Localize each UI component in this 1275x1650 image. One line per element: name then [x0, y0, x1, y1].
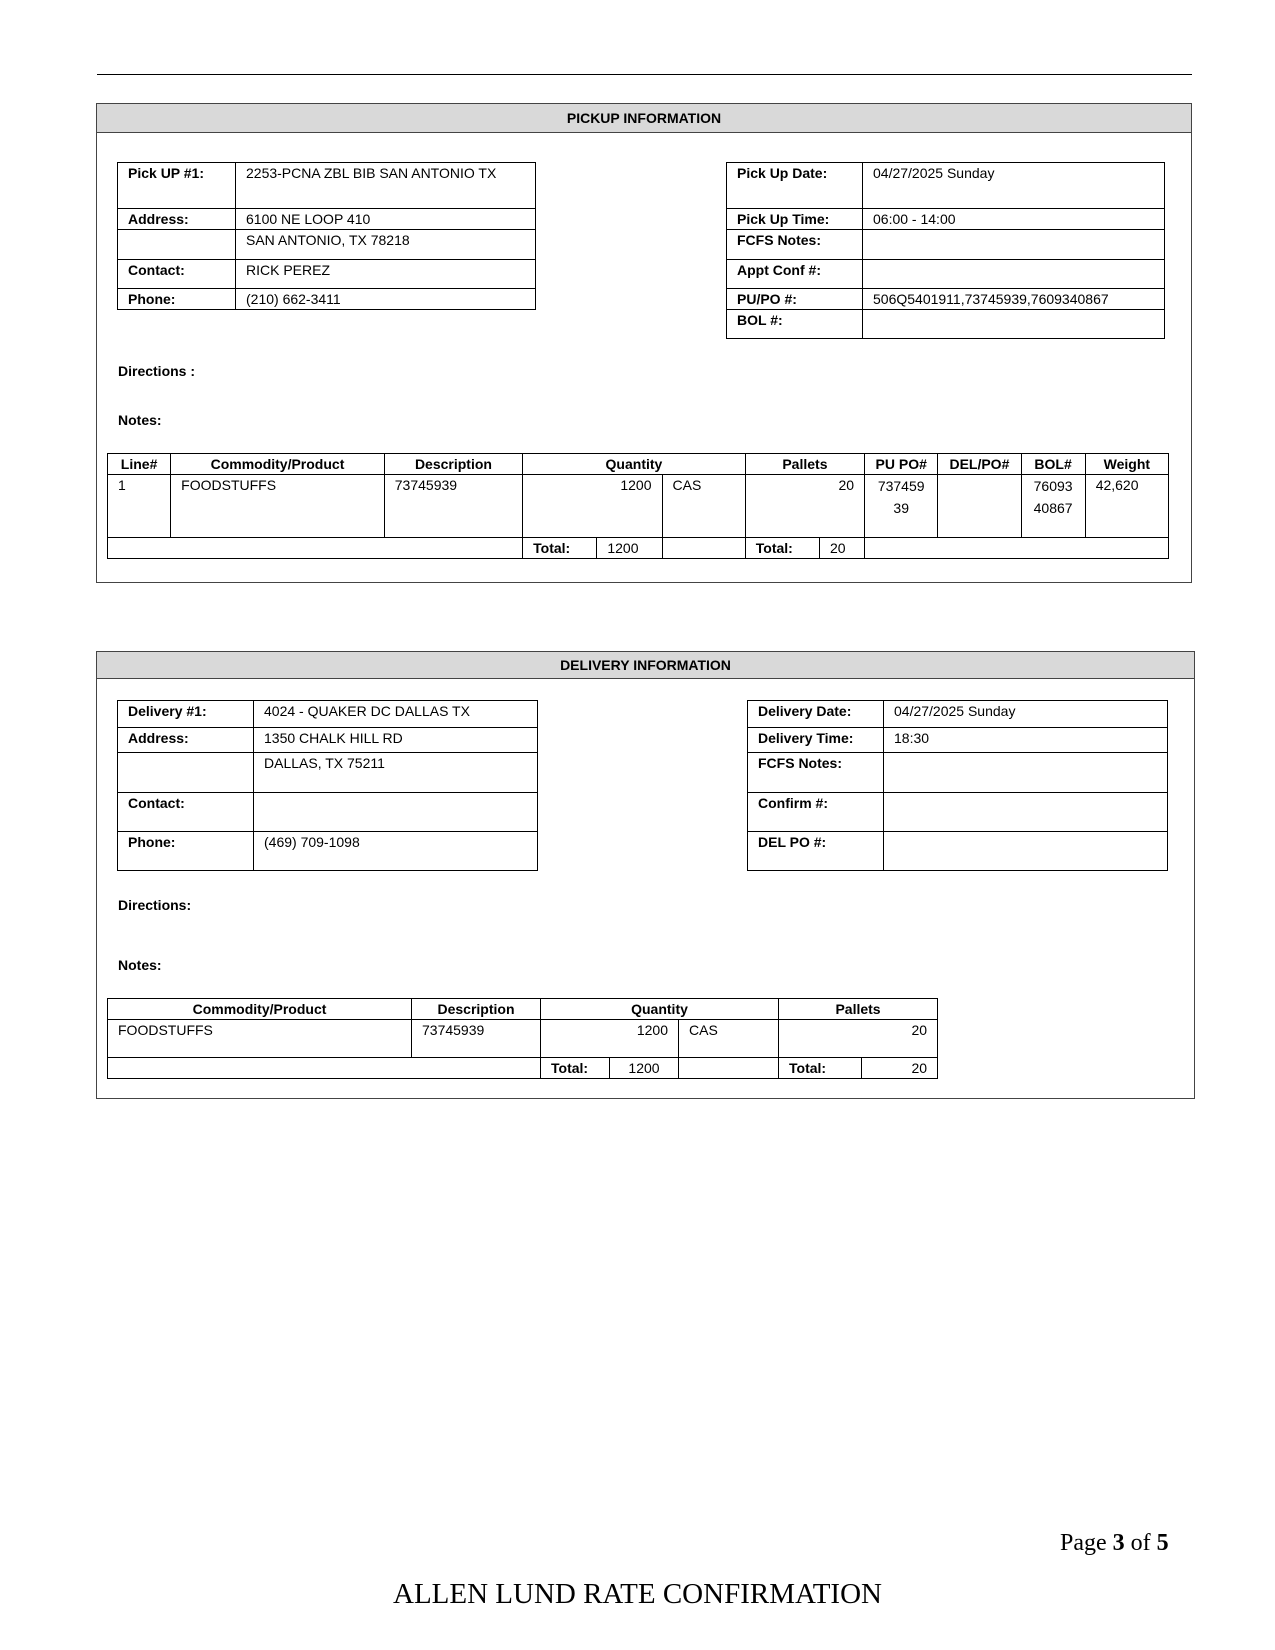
cell-pupo — [865, 475, 938, 538]
cell-commodity: FOODSTUFFS — [171, 475, 385, 538]
delivery-totals-blank — [108, 1058, 541, 1079]
pickup-bol-value — [863, 310, 1165, 339]
cell-pupo-line1: 737459 — [877, 478, 925, 494]
col-header-commodity: Commodity/Product — [171, 454, 385, 475]
pickup-time-value: 06:00 - 14:00 — [863, 209, 1165, 230]
delivery-address-label: Address: — [118, 728, 254, 753]
pickup-contact-value: RICK PEREZ — [236, 260, 536, 289]
col-header-pupo: PU PO# — [865, 454, 938, 475]
delivery-pallets-total-label: Total: — [779, 1058, 862, 1079]
pickup-phone-value: (210) 662-3411 — [236, 289, 536, 310]
delivery-confirm-label: Confirm #: — [748, 793, 884, 832]
page-total: 5 — [1156, 1530, 1169, 1556]
top-rule — [97, 74, 1192, 75]
qty-total-value: 1200 — [597, 538, 662, 559]
cell-pallets: 20 — [745, 475, 864, 538]
pickup-fcfs-label: FCFS Notes: — [727, 230, 863, 260]
pickup-label: Pick UP #1: — [118, 163, 236, 209]
page-number — [1060, 1530, 1169, 1557]
cell-pupo-line2: 39 — [893, 500, 909, 516]
pickup-address-line2: SAN ANTONIO, TX 78218 — [236, 230, 536, 260]
delivery-date-label: Delivery Date: — [748, 701, 884, 728]
delivery-time-value: 18:30 — [884, 728, 1168, 753]
delivery-confirm-value — [884, 793, 1168, 832]
col-header-pallets: Pallets — [745, 454, 864, 475]
pickup-bol-label: BOL #: — [727, 310, 863, 339]
delivery-phone-label: Phone: — [118, 832, 254, 871]
pickup-date-value: 04/27/2025 Sunday — [863, 163, 1165, 209]
pickup-date-label: Pick Up Date: — [727, 163, 863, 209]
delivery-date-value: 04/27/2025 Sunday — [884, 701, 1168, 728]
pickup-notes-label: Notes: — [118, 412, 162, 428]
pickup-fcfs-value — [863, 230, 1165, 260]
footer-title: ALLEN LUND RATE CONFIRMATION — [393, 1578, 882, 1610]
delivery-address-blank — [118, 753, 254, 793]
col-header-delpo: DEL/PO# — [938, 454, 1021, 475]
cell-unit: CAS — [662, 475, 745, 538]
pallets-total-label: Total: — [745, 538, 819, 559]
cell-bol-line1: 76093 — [1033, 478, 1073, 494]
pickup-address-label: Address: — [118, 209, 236, 230]
pickup-phone-label: Phone: — [118, 289, 236, 310]
pickup-right-table — [726, 162, 1165, 339]
totals-trailing-blank — [865, 538, 1169, 559]
col-header-quantity: Quantity — [523, 454, 746, 475]
cell-line: 1 — [108, 475, 171, 538]
cell-qty: 1200 — [523, 475, 662, 538]
cell-bol — [1021, 475, 1085, 538]
delivery-fcfs-value — [884, 753, 1168, 793]
pickup-section-header: PICKUP INFORMATION — [97, 104, 1191, 133]
cell-bol-line2: 40867 — [1033, 500, 1073, 516]
delivery-directions-label: Directions: — [118, 897, 192, 913]
page-current: 3 — [1112, 1530, 1125, 1556]
totals-blank — [108, 538, 523, 559]
delivery-left-table — [117, 700, 538, 871]
delivery-cell-pallets: 20 — [779, 1020, 938, 1058]
delivery-address-line1: 1350 CHALK HILL RD — [254, 728, 538, 753]
pickup-address-blank — [118, 230, 236, 260]
delivery-qty-total-label: Total: — [541, 1058, 610, 1079]
delivery-qty-total-value: 1200 — [610, 1058, 679, 1079]
delivery-col-header-description: Description — [412, 999, 541, 1020]
pickup-value: 2253-PCNA ZBL BIB SAN ANTONIO TX — [236, 163, 536, 209]
pickup-items-table — [107, 453, 1169, 559]
delivery-time-label: Delivery Time: — [748, 728, 884, 753]
delivery-col-header-commodity: Commodity/Product — [108, 999, 412, 1020]
delivery-label: Delivery #1: — [118, 701, 254, 728]
delivery-right-table — [747, 700, 1168, 871]
delivery-contact-label: Contact: — [118, 793, 254, 832]
delivery-delpo-value — [884, 832, 1168, 871]
page-of: of — [1124, 1530, 1157, 1556]
delivery-pallets-total-value: 20 — [862, 1058, 938, 1079]
delivery-section-header: DELIVERY INFORMATION — [97, 652, 1194, 679]
pickup-time-label: Pick Up Time: — [727, 209, 863, 230]
delivery-qty-total-spacer — [679, 1058, 779, 1079]
pickup-appt-label: Appt Conf #: — [727, 260, 863, 289]
col-header-description: Description — [384, 454, 522, 475]
delivery-cell-unit: CAS — [679, 1020, 779, 1058]
col-header-bol: BOL# — [1021, 454, 1085, 475]
pallets-total-value: 20 — [819, 538, 864, 559]
pickup-pupo-label: PU/PO #: — [727, 289, 863, 310]
pickup-address-line1: 6100 NE LOOP 410 — [236, 209, 536, 230]
delivery-col-header-pallets: Pallets — [779, 999, 938, 1020]
delivery-phone-value: (469) 709-1098 — [254, 832, 538, 871]
qty-total-spacer — [662, 538, 745, 559]
delivery-fcfs-label: FCFS Notes: — [748, 753, 884, 793]
col-header-line: Line# — [108, 454, 171, 475]
page-prefix: Page — [1060, 1530, 1113, 1556]
table-row — [108, 1020, 938, 1058]
pickup-pupo-value: 506Q5401911,73745939,7609340867 — [863, 289, 1165, 310]
pickup-contact-label: Contact: — [118, 260, 236, 289]
delivery-cell-qty: 1200 — [541, 1020, 679, 1058]
delivery-col-header-quantity: Quantity — [541, 999, 779, 1020]
col-header-weight: Weight — [1085, 454, 1168, 475]
delivery-delpo-label: DEL PO #: — [748, 832, 884, 871]
delivery-contact-value — [254, 793, 538, 832]
delivery-cell-description: 73745939 — [412, 1020, 541, 1058]
cell-delpo — [938, 475, 1021, 538]
delivery-value: 4024 - QUAKER DC DALLAS TX — [254, 701, 538, 728]
qty-total-label: Total: — [523, 538, 597, 559]
pickup-directions-label: Directions : — [118, 363, 196, 379]
table-row — [108, 475, 1169, 538]
delivery-notes-label: Notes: — [118, 957, 162, 973]
cell-weight: 42,620 — [1085, 475, 1168, 538]
cell-description: 73745939 — [384, 475, 522, 538]
pickup-appt-value — [863, 260, 1165, 289]
pickup-left-table — [117, 162, 536, 310]
delivery-cell-commodity: FOODSTUFFS — [108, 1020, 412, 1058]
delivery-address-line2: DALLAS, TX 75211 — [254, 753, 538, 793]
delivery-items-table — [107, 998, 938, 1079]
